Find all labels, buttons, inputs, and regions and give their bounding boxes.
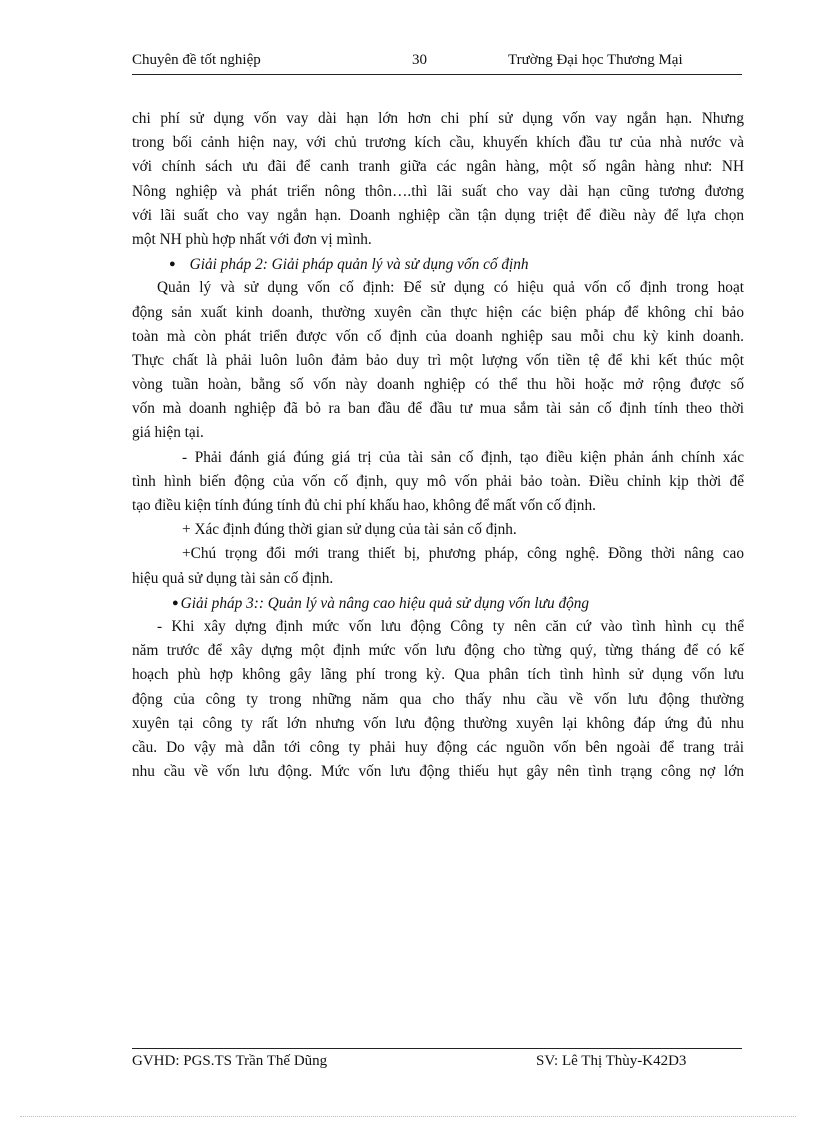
text-line: với chính sách ưu đãi để canh tranh giữa các ngân hàng, một số ngân hàng như: NH: [132, 158, 744, 176]
text-line: giá hiện tại.: [132, 424, 204, 442]
bullet-icon: ●: [169, 258, 176, 271]
text-line: động sản xuất kinh doanh, thường xuyên cần thực hiện các biện pháp để không chỉ bảo: [132, 303, 744, 321]
text-line: tạo điều kiện tính đúng tính đủ chi phí khấu hao, không để mất vốn cố định.: [132, 497, 596, 514]
text-line: toàn mà còn phát triển được vốn cố định của doanh nghiệp sau mỗi chu kỳ kinh doanh.: [132, 327, 744, 345]
text-line: vốn mà doanh nghiệp đã bỏ ra ban đầu để đầu tư mua sắm tài sản cố định tính theo thời: [132, 400, 744, 418]
section-heading-solution-2: [132, 252, 744, 276]
header-document-title: Chuyên đề tốt nghiệp: [132, 52, 261, 68]
text-line: hiệu quả sử dụng tài sản cố định.: [132, 569, 334, 587]
text-line: - Phải đánh giá đúng giá trị của tài sản cố định, tạo điều kiện phản ánh chính xác: [182, 448, 744, 466]
heading-text: Giải pháp 2: Giải pháp quản lý và sử dụng vốn cố định: [189, 256, 529, 274]
text-line: Nông nghiệp và phát triển nông thôn….thì lãi suất cho vay dài hạn cũng tương đương: [132, 182, 744, 200]
text-line: tình hình biến động của vốn cố định, quy mô vốn phải bảo toàn. Điều chỉnh kịp thời để: [132, 472, 744, 490]
heading-text: Giải pháp 3:: Quản lý và nâng cao hiệu quả sử dụng vốn lưu động: [180, 594, 590, 612]
header-page-number: 30: [412, 52, 427, 68]
page-header: [132, 52, 742, 75]
section-heading-solution-3: [132, 591, 744, 615]
text-line: năm trước để xây dựng một định mức vốn lưu động cho từng quý, từng tháng để có kế: [132, 642, 744, 660]
text-line: một NH phù hợp nhất với đơn vị mình.: [132, 230, 372, 248]
text-line: xuyên tại công ty rất lớn nhưng vốn lưu động thường xuyên lại không đáp ứng đủ nhu: [132, 714, 744, 732]
text-line: trong bối cảnh hiện nay, với chủ trương kích cầu, khuyến khích đầu tư của nhà nước và: [132, 134, 744, 152]
text-line: động của công ty trong những năm qua cho thấy nhu cầu về vốn lưu động thường: [132, 690, 744, 708]
footer-supervisor: GVHD: PGS.TS Trần Thế Dũng: [132, 1053, 328, 1069]
text-line: nhu cầu về vốn lưu động. Mức vốn lưu động thiếu hụt gây nên tình trạng công nợ lớn: [132, 763, 744, 781]
text-line: hoạch phù hợp không gây lãng phí trong kỳ. Qua phân tích tình hình sử dụng vốn lưu: [132, 666, 744, 684]
document-body: [132, 107, 744, 784]
bullet-icon: ●: [172, 596, 179, 609]
text-line: Quản lý và sử dụng vốn cố định: Để sử dụng có hiệu quả vốn cố định trong hoạt: [157, 279, 744, 297]
text-line: với lãi suất cho vay ngắn hạn. Doanh nghiệp cần tận dụng triệt để điều này để lựa chọn: [132, 206, 744, 224]
header-university: Trường Đại học Thương Mại: [508, 52, 683, 68]
page-footer: [132, 1048, 742, 1071]
text-line: vòng tuần hoàn, bằng số vốn này doanh nghiệp có thể thu hồi hoặc mở rộng được số: [132, 376, 744, 394]
text-line: Thực chất là phải luôn luôn đảm bảo duy trì một lượng vốn tiền tệ để khi kết thúc một: [132, 351, 744, 369]
footer-student: SV: Lê Thị Thùy-K42D3: [536, 1053, 687, 1069]
text-line: - Khi xây dựng định mức vốn lưu động Công ty nên căn cứ vào tình hình cụ thể: [157, 617, 744, 635]
text-line: + Xác định đúng thời gian sử dụng của tài sản cố định.: [182, 521, 517, 539]
text-line: chi phí sử dụng vốn vay dài hạn lớn hơn chi phí sử dụng vốn vay ngắn hạn. Nhưng: [132, 110, 744, 127]
text-line: +Chú trọng đổi mới trang thiết bị, phương pháp, công nghệ. Đồng thời nâng cao: [182, 545, 744, 563]
page-bottom-edge: [20, 1116, 796, 1117]
text-line: cầu. Do vậy mà dẫn tới công ty phải huy động các nguồn vốn bên ngoài để trang trải: [132, 738, 744, 756]
